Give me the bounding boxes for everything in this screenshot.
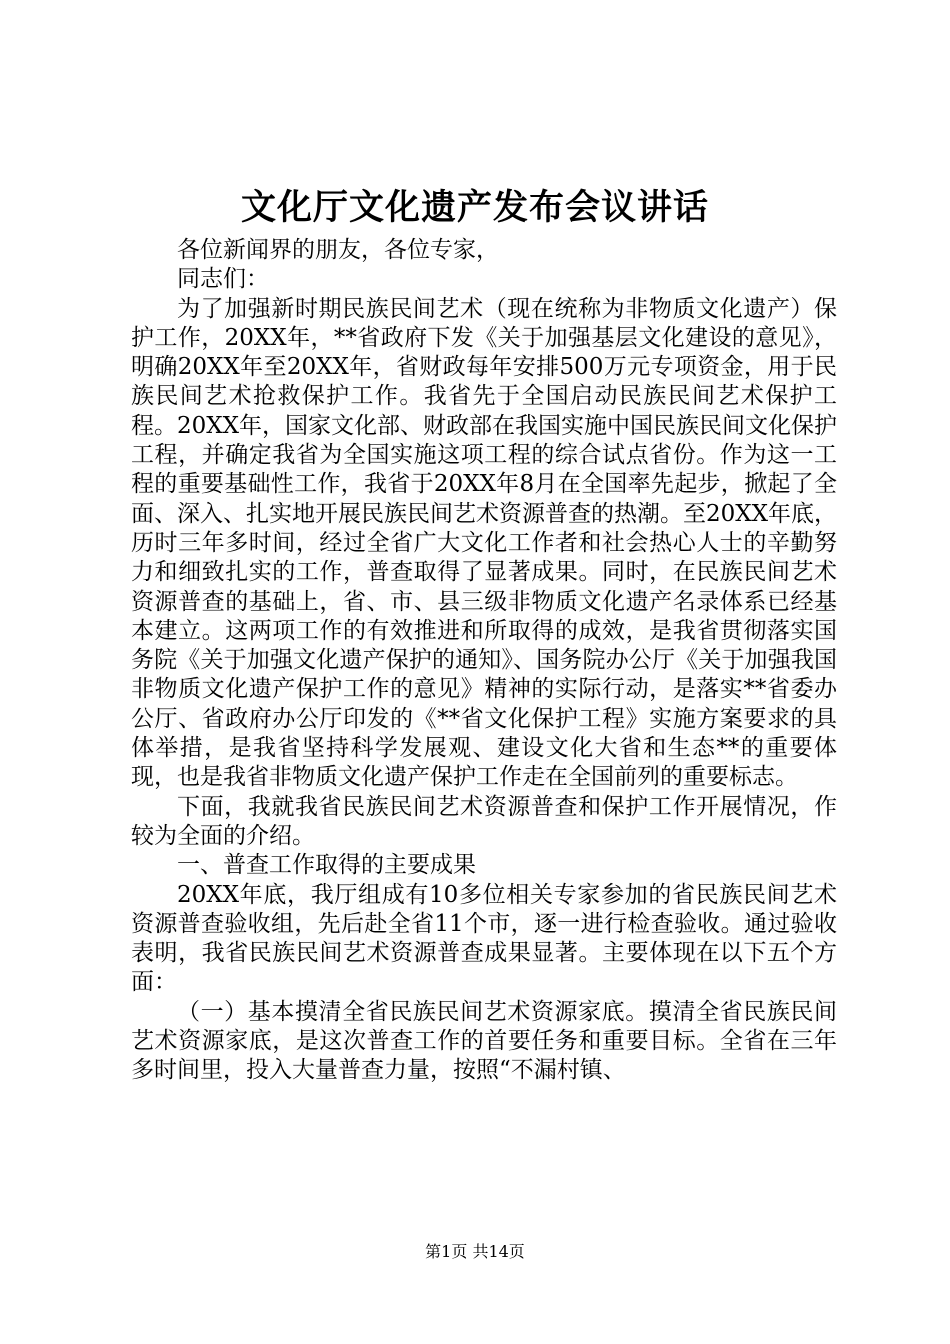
body-paragraph: 20XX年底，我厅组成有10多位相关专家参加的省民族民间艺术资源普查验收组，先后赴全省11个市，逐一进行检查验收。通过验收表明，我省民族民间艺术资源普查成果显著。主要体现在以下五个方面： [131,881,837,996]
document-title: 文化厅文化遗产发布会议讲话 [240,187,709,228]
salutation-line: 同志们： [177,266,269,293]
body-paragraph: 下面，我就我省民族民间艺术资源普查和保护工作开展情况，作较为全面的介绍。 [131,793,837,849]
body-paragraph: （一）基本摸清全省民族民间艺术资源家底。摸清全省民族民间艺术资源家底，是这次普查工作的首要任务和重要目标。全省在三年多时间里，投入大量普查力量，按照“不漏村镇、 [131,998,837,1084]
document-body [131,236,837,1086]
section-heading: 一、普查工作取得的主要成果 [177,852,476,879]
body-paragraph: 为了加强新时期民族民间艺术（现在统称为非物质文化遗产）保护工作，20XX年，**省政府下发《关于加强基层文化建设的意见》，明确20XX年至20XX年，省财政每年安排500万元专项资金，用于民族民间艺术抢救保护工作。我省先于全国启动民族民间艺术保护工程。20XX年，国家文化部、财政部在我国实施中国民族民间文化保护工程，并确定我省为全国实施这项工程的综合试点省份。作为这一工程的重要基础性工作，我省于20XX年8月在全国率先起步，掀起了全面、深入、扎实地开展民族民间艺术资源普查的热潮。至20XX年底，历时三年多时间，经过全省广大文化工作者和社会热心人士的辛勤努力和细致扎实的工作，普查取得了显著成果。同时，在民族民间艺术资源普查的基础上，省、市、县三级非物质文化遗产名录体系已经基本建立。这两项工作的有效推进和所取得的成效，是我省贯彻落实国务院《关于加强文化遗产保护的通知》、国务院办公厅《关于加强我国非物质文化遗产保护工作的意见》精神的实际行动，是落实**省委办公厅、省政府办公厅印发的《**省文化保护工程》实施方案要求的具体举措，是我省坚持科学发展观、建设文化大省和生态**的重要体现，也是我省非物质文化遗产保护工作走在全国前列的重要标志。 [131,295,838,791]
page-number-footer: 第1页 共14页 [425,1242,525,1261]
greeting-line: 各位新闻界的朋友，各位专家， [177,237,499,263]
